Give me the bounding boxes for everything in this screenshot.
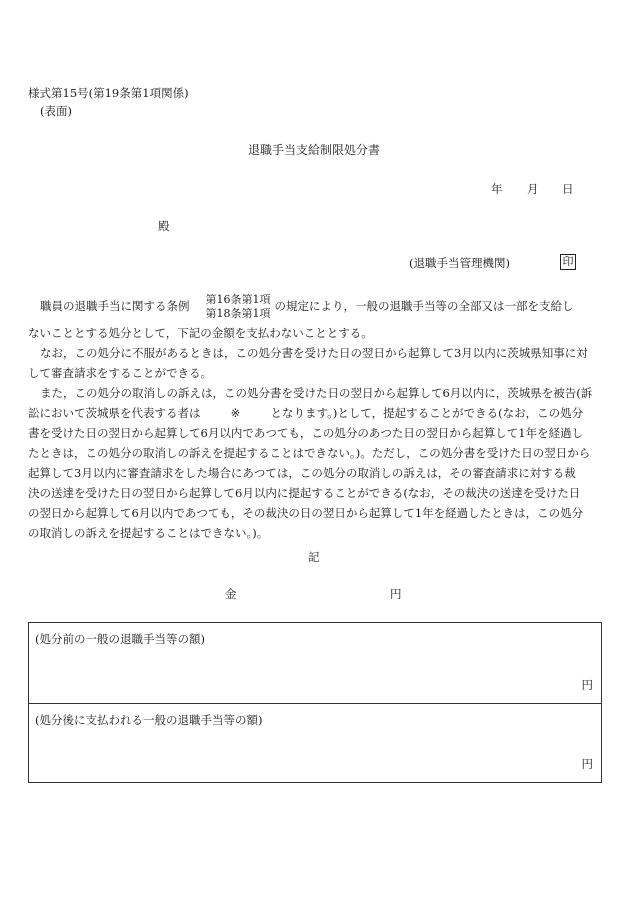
paragraph-3-line-1: また，この処分の取消しの訴えは，この処分書を受けた日の翌日から起算して6月以内に，茨城県を被告(訴 [40,386,593,400]
amount-after-label: (処分後に支払われる一般の退職手当等の額) [35,713,263,727]
amount-after-unit: 円 [581,757,593,771]
date-month: 月 [527,182,539,196]
paragraph-3-line-4: たときは，この処分の取消しの訴えを提起することはできない。)。ただし，この処分書を受けた日の翌日から [28,446,591,460]
paragraph-3-line-8: の取消しの訴えを提起することはできない。)。 [28,526,269,540]
seal-stamp: 印 [560,254,576,270]
paragraph-3-line-5: 起算して3月以内に審査請求をした場合にあつては，この処分の取消しの訴えは，その審査請求に対する裁 [28,466,576,480]
paragraph-3-line-2: 訟において茨城県を代表する者は ※ となります。)として，提起することができる(なお，この処分 [28,403,606,423]
document-title: 退職手当支給制限処分書 [248,143,381,157]
date-day: 日 [562,182,574,196]
date-year: 年 [491,182,503,196]
amount-prefix: 金 [225,587,237,601]
amount-unit: 円 [390,587,402,601]
representative-note: ※ [230,406,241,420]
amount-before-label: (処分前の一般の退職手当等の額) [35,632,205,646]
amount-after-box [28,703,602,783]
paragraph-2-line-2: して審査請求をすることができる。 [28,366,212,380]
addressee-suffix: 殿 [158,219,170,233]
paragraph-1-line-1: 職員の退職手当に関する条例 第16条第1項 第18条第1項 の規定により，一般の退職手当等の全部又は一部を支給し [40,293,574,320]
ki-heading: 記 [308,550,320,564]
paragraph-2-line-1: なお，この処分に不服があるときは，この処分書を受けた日の翌日から起算して3月以内に茨城県知事に対 [40,346,588,360]
form-side: (表面) [40,104,72,118]
paragraph-3-line-7: の翌日から起算して6月以内であつても，その裁決の日の翌日から起算して1年を経過したときは，この処分 [28,506,584,520]
paragraph-3-line-6: 決の送達を受けた日の翌日から起算して6月以内に提起することができる(なお，その裁決の送達を受けた日 [28,486,581,500]
amount-before-box [28,622,602,704]
paragraph-1-line-2: ないこととする処分として，下記の金額を支払わないこととする。 [28,326,373,340]
body-text [28,289,606,543]
form-number: 様式第15号(第19条第1項関係) [28,86,189,100]
amount-before-unit: 円 [581,678,593,692]
paragraph-3-line-3: 書を受けた日の翌日から起算して6月以内であつても，この処分のあつた日の翌日から起算して1年を経過し [28,426,584,440]
article-reference: 第16条第1項 第18条第1項 [205,293,271,320]
issuer-label: (退職手当管理機関) [409,256,510,270]
